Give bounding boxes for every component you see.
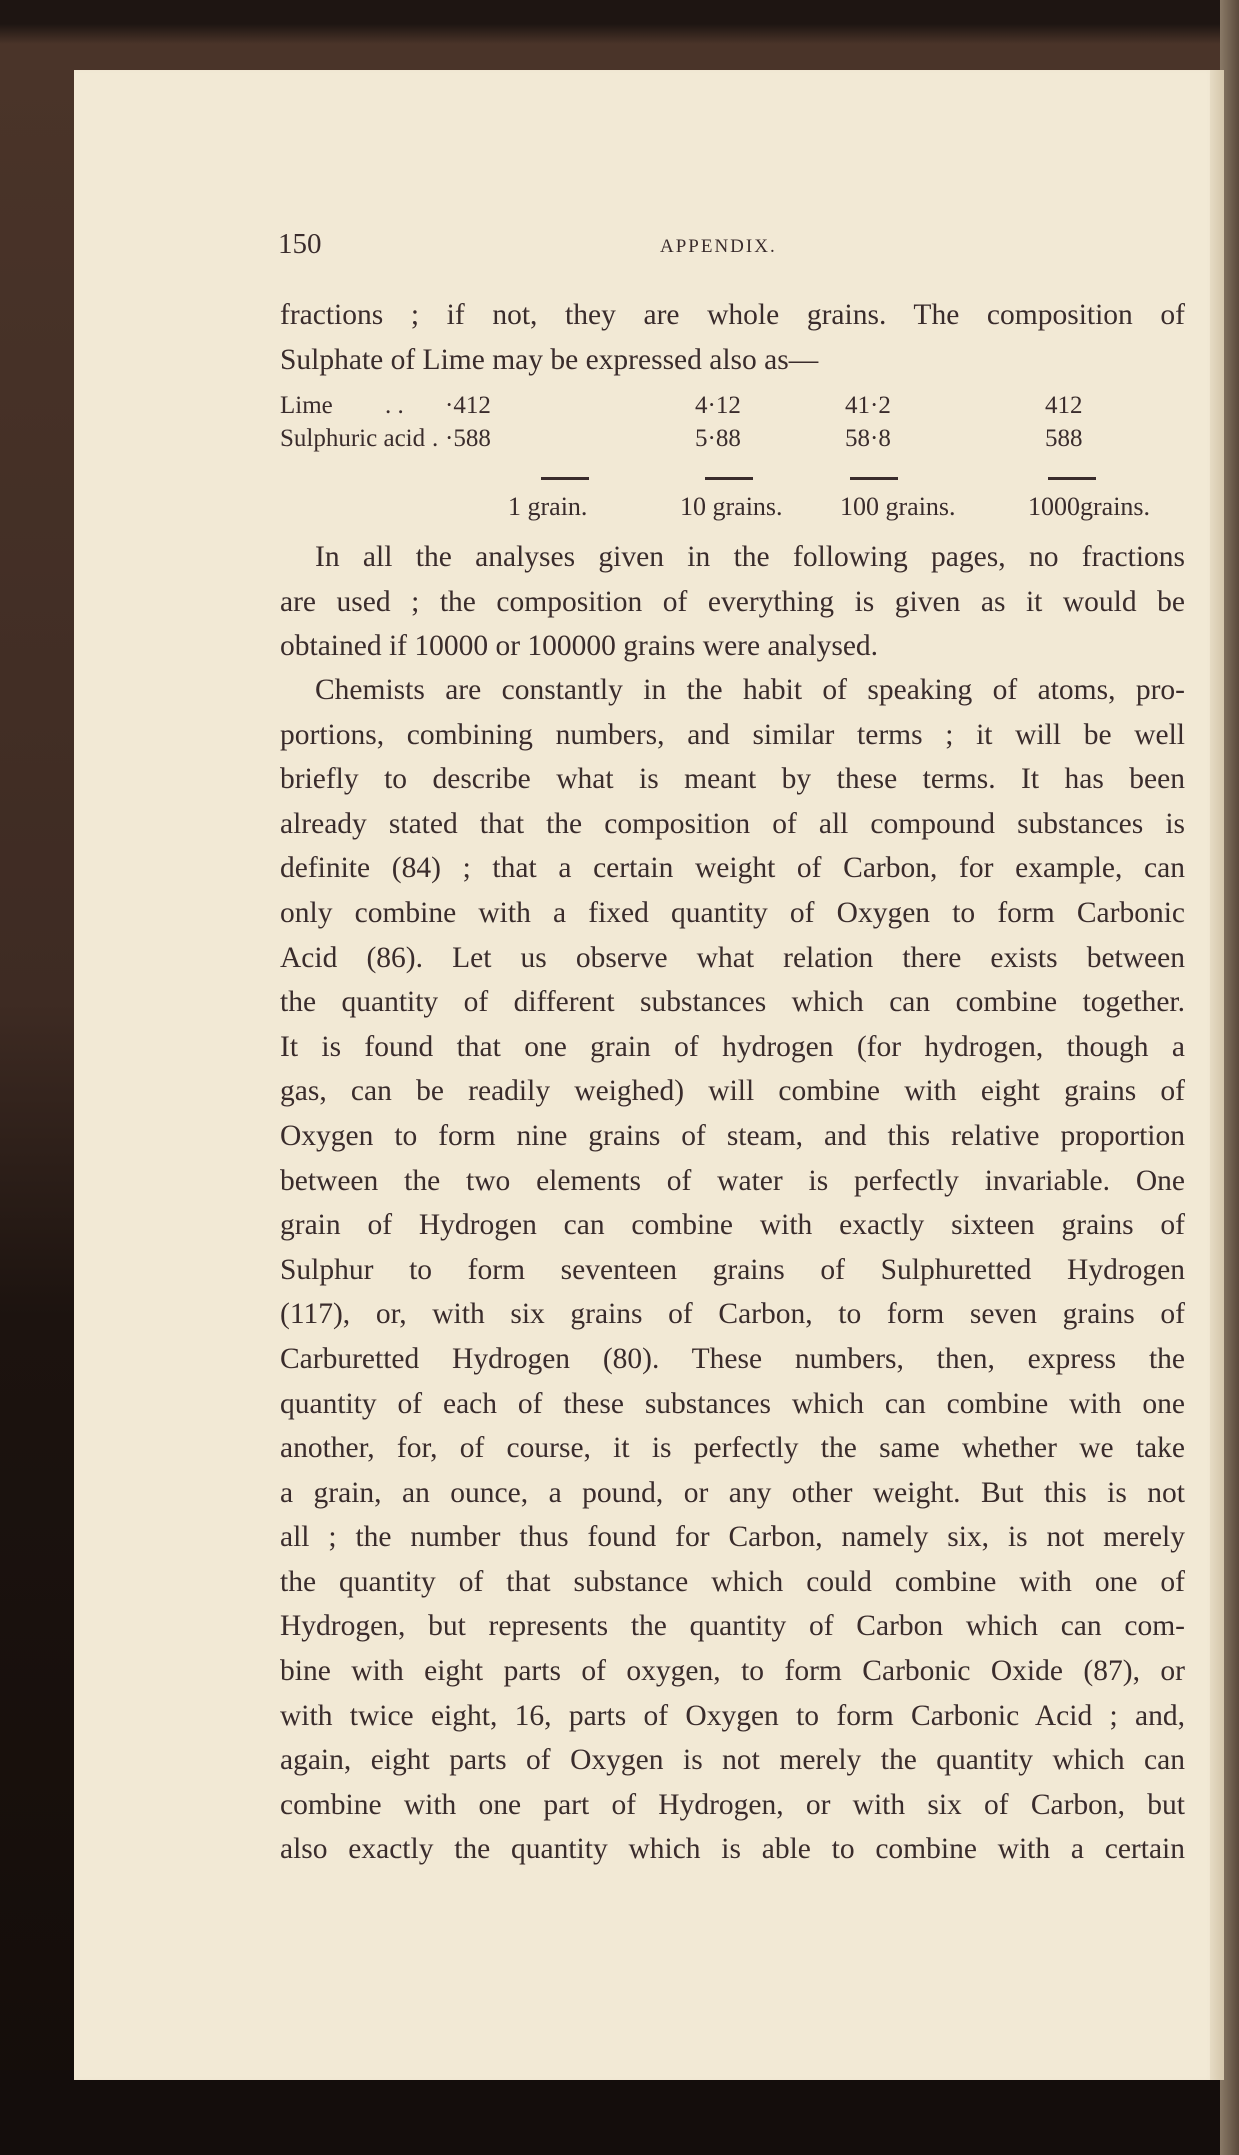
row-label: Sulphuric acid xyxy=(280,425,426,452)
text-line: already stated that the composition of all compound substances is xyxy=(280,807,1185,840)
text-line: a grain, an ounce, a pound, or any other weight. But this is not xyxy=(280,1476,1185,1509)
text-line: quantity of each of these substances which can combine with one xyxy=(280,1387,1185,1420)
text-line: Carburetted Hydrogen (80). These numbers, then, express the xyxy=(280,1342,1185,1375)
table-row-lime xyxy=(280,392,1180,426)
text-line: the quantity of that substance which could combine with one of xyxy=(280,1565,1185,1598)
value-1000-grains: 412 xyxy=(1045,392,1083,419)
text-line: gas, can be readily weighed) will combine with eight grains of xyxy=(280,1075,1185,1108)
page-edge-shadow xyxy=(1210,70,1224,2080)
text-line: another, for, of course, it is perfectly the same whether we take xyxy=(280,1432,1185,1465)
sum-rule xyxy=(1048,477,1096,480)
value-100-grains: 41·2 xyxy=(845,392,891,419)
page-header xyxy=(278,228,1178,268)
sum-rule xyxy=(850,477,898,480)
row-label: Lime xyxy=(280,392,333,419)
text-line: (117), or, with six grains of Carbon, to form seven grains of xyxy=(280,1298,1185,1331)
text-line: only combine with a fixed quantity of Oxygen to form Carbonic xyxy=(280,896,1185,929)
text-line: are used ; the composition of everything is given as it would be xyxy=(280,585,1185,618)
text-line: In all the analyses given in the following pages, no fractions xyxy=(315,541,1185,573)
text-line: also exactly the quantity which is able to combine with a certain xyxy=(280,1833,1185,1866)
table-totals xyxy=(280,492,1190,528)
text-line: combine with one part of Hydrogen, or with six of Carbon, but xyxy=(280,1788,1185,1821)
text-line: bine with eight parts of oxygen, to form Carbonic Oxide (87), or xyxy=(280,1655,1185,1688)
value-1000-grains: 588 xyxy=(1045,425,1083,452)
total-100-grains: 100 grains. xyxy=(840,492,956,521)
total-10-grains: 10 grains. xyxy=(680,492,783,521)
text-line: fractions ; if not, they are whole grains. The composition of xyxy=(280,299,1185,331)
text-line: briefly to describe what is meant by these terms. It has been xyxy=(280,763,1185,796)
text-line: grain of Hydrogen can combine with exactly sixteen grains of xyxy=(280,1209,1185,1242)
book-cover-top xyxy=(0,0,1239,80)
text-line: Sulphur to form seventeen grains of Sulphuretted Hydrogen xyxy=(280,1253,1185,1286)
text-line: Sulphate of Lime may be expressed also as— xyxy=(280,343,819,376)
page-number: 150 xyxy=(278,228,322,260)
paragraph-atoms xyxy=(280,668,1185,1872)
value-10-grains: 5·88 xyxy=(695,425,741,452)
total-1-grain: 1 grain. xyxy=(508,492,588,521)
text-line: between the two elements of water is perfectly invariable. One xyxy=(280,1164,1185,1197)
value-1-grain: ·588 xyxy=(445,425,491,452)
text-line: Chemists are constantly in the habit of speaking of atoms, pro- xyxy=(315,674,1185,706)
book-cover-bottom xyxy=(0,2070,1239,2155)
total-1000-grains: 1000grains. xyxy=(1028,492,1151,521)
sum-rule xyxy=(705,477,753,480)
running-head: APPENDIX. xyxy=(660,236,777,257)
value-1-grain: ·412 xyxy=(445,392,491,419)
row-leader-dots: . . xyxy=(385,392,404,419)
text-line: the quantity of different substances which can combine together. xyxy=(280,986,1185,1019)
sum-rule xyxy=(541,477,589,480)
value-10-grains: 4·12 xyxy=(695,392,741,419)
table-row-sulphuric-acid xyxy=(280,425,1180,459)
text-line: again, eight parts of Oxygen is not merely the quantity which can xyxy=(280,1744,1185,1777)
text-line: Oxygen to form nine grains of steam, and this relative proportion xyxy=(280,1119,1185,1152)
text-line: It is found that one grain of hydrogen (for hydrogen, though a xyxy=(280,1030,1185,1063)
text-line: portions, combining numbers, and similar terms ; it will be well xyxy=(280,718,1185,751)
value-100-grains: 58·8 xyxy=(845,425,891,452)
text-line: with twice eight, 16, parts of Oxygen to form Carbonic Acid ; and, xyxy=(280,1699,1185,1732)
text-line: all ; the number thus found for Carbon, namely six, is not merely xyxy=(280,1521,1185,1554)
text-line: obtained if 10000 or 100000 grains were analysed. xyxy=(280,630,879,663)
text-line: Acid (86). Let us observe what relation there exists between xyxy=(280,941,1185,974)
intro-text xyxy=(280,293,1185,382)
text-line: definite (84) ; that a certain weight of Carbon, for example, can xyxy=(280,852,1185,885)
text-line: Hydrogen, but represents the quantity of Carbon which can com- xyxy=(280,1610,1185,1643)
book-cover-left xyxy=(0,60,75,2155)
paragraph-analyses xyxy=(280,535,1185,669)
row-leader-dots: . xyxy=(432,425,439,452)
